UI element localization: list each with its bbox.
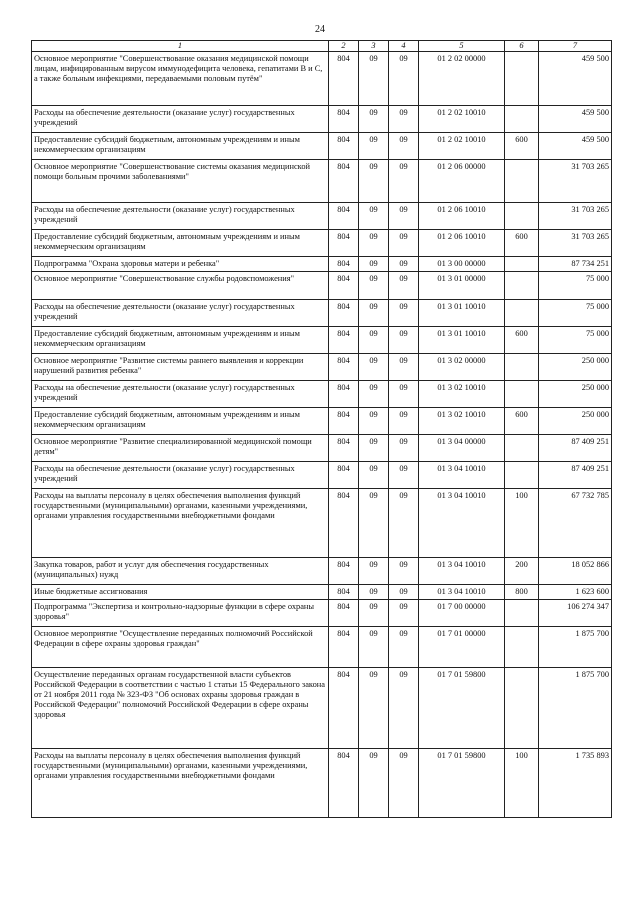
table-row [32,408,612,435]
row-expense-type-cell: 600 [505,230,539,257]
table-row [32,133,612,160]
row-subsection-cell: 09 [389,462,419,489]
table-row [32,435,612,462]
row-name-cell: Расходы на выплаты персоналу в целях обеспечения выполнения функций государственными (муниципальными) органами, казенными учреждениями, органами управления государственными внебюджетными фондами [32,749,329,818]
row-amount-cell: 75 000 [539,272,612,300]
header-col-5: 5 [419,41,505,52]
table-row [32,381,612,408]
row-section-cell: 09 [359,354,389,381]
table-row [32,600,612,627]
row-target-article-cell: 01 2 02 10010 [419,106,505,133]
row-section-cell: 09 [359,585,389,600]
table-row [32,327,612,354]
row-name-cell: Основное мероприятие "Развитие специализированной медицинской помощи детям" [32,435,329,462]
row-ministry-code-cell: 804 [329,52,359,106]
table-row [32,106,612,133]
row-subsection-cell: 09 [389,585,419,600]
row-amount-cell: 459 500 [539,106,612,133]
row-subsection-cell: 09 [389,668,419,749]
row-subsection-cell: 09 [389,230,419,257]
table-row [32,749,612,818]
table-row [32,257,612,272]
row-subsection-cell: 09 [389,749,419,818]
row-section-cell: 09 [359,668,389,749]
row-expense-type-cell [505,600,539,627]
row-ministry-code-cell: 804 [329,354,359,381]
row-subsection-cell: 09 [389,627,419,668]
row-name-cell: Предоставление субсидий бюджетным, автономным учреждениям и иным некоммерческим организациям [32,327,329,354]
row-amount-cell: 459 500 [539,133,612,160]
table-row [32,272,612,300]
row-subsection-cell: 09 [389,408,419,435]
row-name-cell: Основное мероприятие "Совершенствование службы родовспоможения" [32,272,329,300]
row-name-cell: Закупка товаров, работ и услуг для обеспечения государственных (муниципальных) нужд [32,558,329,585]
row-section-cell: 09 [359,257,389,272]
row-amount-cell: 75 000 [539,300,612,327]
row-target-article-cell: 01 7 01 59800 [419,749,505,818]
row-section-cell: 09 [359,272,389,300]
row-expense-type-cell [505,462,539,489]
row-subsection-cell: 09 [389,300,419,327]
header-col-3: 3 [359,41,389,52]
row-subsection-cell: 09 [389,106,419,133]
row-name-cell: Основное мероприятие "Совершенствование оказания медицинской помощи лицам, инфицированным вирусом иммунодефицита человека, гепатитами В и С, а также больным инфекциями, передаваемыми половым путём" [32,52,329,106]
row-section-cell: 09 [359,381,389,408]
row-subsection-cell: 09 [389,435,419,462]
row-section-cell: 09 [359,300,389,327]
row-section-cell: 09 [359,558,389,585]
row-ministry-code-cell: 804 [329,272,359,300]
table-row [32,230,612,257]
row-target-article-cell: 01 3 02 10010 [419,408,505,435]
row-name-cell: Основное мероприятие "Совершенствование системы оказания медицинской помощи больным прочими заболеваниями" [32,160,329,203]
row-ministry-code-cell: 804 [329,160,359,203]
table-row [32,558,612,585]
row-amount-cell: 1 875 700 [539,627,612,668]
budget-table [31,40,612,818]
row-target-article-cell: 01 2 06 10010 [419,203,505,230]
row-subsection-cell: 09 [389,160,419,203]
row-name-cell: Подпрограмма "Экспертиза и контрольно-надзорные функции в сфере охраны здоровья" [32,600,329,627]
row-section-cell: 09 [359,106,389,133]
row-subsection-cell: 09 [389,133,419,160]
row-section-cell: 09 [359,160,389,203]
row-expense-type-cell [505,272,539,300]
row-amount-cell: 250 000 [539,381,612,408]
row-ministry-code-cell: 804 [329,327,359,354]
row-section-cell: 09 [359,327,389,354]
row-ministry-code-cell: 804 [329,106,359,133]
row-name-cell: Расходы на обеспечение деятельности (оказание услуг) государственных учреждений [32,381,329,408]
row-amount-cell: 1 875 700 [539,668,612,749]
header-col-7: 7 [539,41,612,52]
row-amount-cell: 250 000 [539,354,612,381]
table-row [32,52,612,106]
row-ministry-code-cell: 804 [329,749,359,818]
row-expense-type-cell [505,106,539,133]
row-expense-type-cell [505,300,539,327]
row-ministry-code-cell: 804 [329,300,359,327]
row-ministry-code-cell: 804 [329,408,359,435]
row-ministry-code-cell: 804 [329,257,359,272]
row-name-cell: Подпрограмма "Охрана здоровья матери и ребенка" [32,257,329,272]
row-ministry-code-cell: 804 [329,462,359,489]
row-name-cell: Расходы на обеспечение деятельности (оказание услуг) государственных учреждений [32,203,329,230]
row-name-cell: Расходы на обеспечение деятельности (оказание услуг) государственных учреждений [32,106,329,133]
row-ministry-code-cell: 804 [329,600,359,627]
row-target-article-cell: 01 3 04 10010 [419,558,505,585]
header-col-4: 4 [389,41,419,52]
row-expense-type-cell [505,354,539,381]
table-row [32,489,612,558]
row-section-cell: 09 [359,435,389,462]
row-name-cell: Расходы на выплаты персоналу в целях обеспечения выполнения функций государственными (муниципальными) органами, казенными учреждениями, органами управления государственными внебюджетными фондами [32,489,329,558]
row-subsection-cell: 09 [389,354,419,381]
row-name-cell: Основное мероприятие "Развитие системы раннего выявления и коррекции нарушений развития ребенка" [32,354,329,381]
row-section-cell: 09 [359,600,389,627]
row-name-cell: Предоставление субсидий бюджетным, автономным учреждениям и иным некоммерческим организациям [32,408,329,435]
table-row [32,585,612,600]
row-section-cell: 09 [359,408,389,435]
row-target-article-cell: 01 3 04 10010 [419,585,505,600]
row-expense-type-cell [505,668,539,749]
row-amount-cell: 87 409 251 [539,435,612,462]
row-subsection-cell: 09 [389,381,419,408]
row-amount-cell: 1 623 600 [539,585,612,600]
row-target-article-cell: 01 3 04 10010 [419,462,505,489]
table-row [32,203,612,230]
row-section-cell: 09 [359,52,389,106]
row-name-cell: Осуществление переданных органам государственной власти субъектов Российской Федерации в соответствии с частью 1 статьи 15 Федерального закона от 21 ноября 2011 года № 323-ФЗ "Об основах охраны здоровья граждан в Российской Федерации" полномочий Российской Федерации в сфере охраны здоровья [32,668,329,749]
row-subsection-cell: 09 [389,257,419,272]
row-name-cell: Предоставление субсидий бюджетным, автономным учреждениям и иным некоммерческим организациям [32,230,329,257]
row-subsection-cell: 09 [389,558,419,585]
header-col-2: 2 [329,41,359,52]
row-amount-cell: 31 703 265 [539,160,612,203]
row-amount-cell: 459 500 [539,52,612,106]
row-target-article-cell: 01 2 02 10010 [419,133,505,160]
row-target-article-cell: 01 7 01 00000 [419,627,505,668]
row-target-article-cell: 01 3 04 10010 [419,489,505,558]
row-section-cell: 09 [359,489,389,558]
table-row [32,354,612,381]
row-target-article-cell: 01 3 00 00000 [419,257,505,272]
row-expense-type-cell [505,627,539,668]
row-name-cell: Предоставление субсидий бюджетным, автономным учреждениям и иным некоммерческим организациям [32,133,329,160]
row-section-cell: 09 [359,133,389,160]
row-subsection-cell: 09 [389,489,419,558]
page-number: 24 [315,24,325,35]
row-ministry-code-cell: 804 [329,381,359,408]
row-target-article-cell: 01 7 01 59800 [419,668,505,749]
row-ministry-code-cell: 804 [329,489,359,558]
row-section-cell: 09 [359,749,389,818]
row-subsection-cell: 09 [389,600,419,627]
row-expense-type-cell: 800 [505,585,539,600]
row-expense-type-cell: 200 [505,558,539,585]
row-target-article-cell: 01 2 02 00000 [419,52,505,106]
row-expense-type-cell: 100 [505,749,539,818]
row-target-article-cell: 01 3 02 00000 [419,354,505,381]
header-col-1: 1 [32,41,329,52]
row-expense-type-cell: 100 [505,489,539,558]
table-row [32,627,612,668]
row-name-cell: Иные бюджетные ассигнования [32,585,329,600]
table-row [32,668,612,749]
row-section-cell: 09 [359,627,389,668]
row-expense-type-cell [505,160,539,203]
header-col-6: 6 [505,41,539,52]
row-section-cell: 09 [359,230,389,257]
row-amount-cell: 87 409 251 [539,462,612,489]
row-expense-type-cell: 600 [505,133,539,160]
row-ministry-code-cell: 804 [329,585,359,600]
row-amount-cell: 87 734 251 [539,257,612,272]
row-subsection-cell: 09 [389,272,419,300]
row-subsection-cell: 09 [389,203,419,230]
row-target-article-cell: 01 7 00 00000 [419,600,505,627]
row-amount-cell: 75 000 [539,327,612,354]
row-expense-type-cell [505,203,539,230]
row-name-cell: Расходы на обеспечение деятельности (оказание услуг) государственных учреждений [32,300,329,327]
row-target-article-cell: 01 3 01 00000 [419,272,505,300]
row-amount-cell: 18 052 866 [539,558,612,585]
row-expense-type-cell [505,52,539,106]
row-section-cell: 09 [359,462,389,489]
table-header-row [32,41,612,52]
row-subsection-cell: 09 [389,327,419,354]
row-amount-cell: 67 732 785 [539,489,612,558]
row-target-article-cell: 01 3 01 10010 [419,327,505,354]
row-expense-type-cell [505,257,539,272]
table-row [32,160,612,203]
row-amount-cell: 1 735 893 [539,749,612,818]
table-row [32,462,612,489]
row-ministry-code-cell: 804 [329,203,359,230]
row-section-cell: 09 [359,203,389,230]
row-amount-cell: 250 000 [539,408,612,435]
row-amount-cell: 31 703 265 [539,203,612,230]
table-row [32,300,612,327]
row-ministry-code-cell: 804 [329,133,359,160]
row-expense-type-cell: 600 [505,327,539,354]
row-name-cell: Основное мероприятие "Осуществление переданных полномочий Российской Федерации в сфере охраны здоровья граждан" [32,627,329,668]
row-amount-cell: 106 274 347 [539,600,612,627]
row-ministry-code-cell: 804 [329,230,359,257]
row-name-cell: Расходы на обеспечение деятельности (оказание услуг) государственных учреждений [32,462,329,489]
row-ministry-code-cell: 804 [329,627,359,668]
row-expense-type-cell [505,381,539,408]
row-expense-type-cell [505,435,539,462]
row-target-article-cell: 01 3 02 10010 [419,381,505,408]
row-subsection-cell: 09 [389,52,419,106]
row-amount-cell: 31 703 265 [539,230,612,257]
row-ministry-code-cell: 804 [329,435,359,462]
row-ministry-code-cell: 804 [329,558,359,585]
row-target-article-cell: 01 3 04 00000 [419,435,505,462]
row-target-article-cell: 01 2 06 00000 [419,160,505,203]
row-ministry-code-cell: 804 [329,668,359,749]
row-target-article-cell: 01 2 06 10010 [419,230,505,257]
row-expense-type-cell: 600 [505,408,539,435]
row-target-article-cell: 01 3 01 10010 [419,300,505,327]
